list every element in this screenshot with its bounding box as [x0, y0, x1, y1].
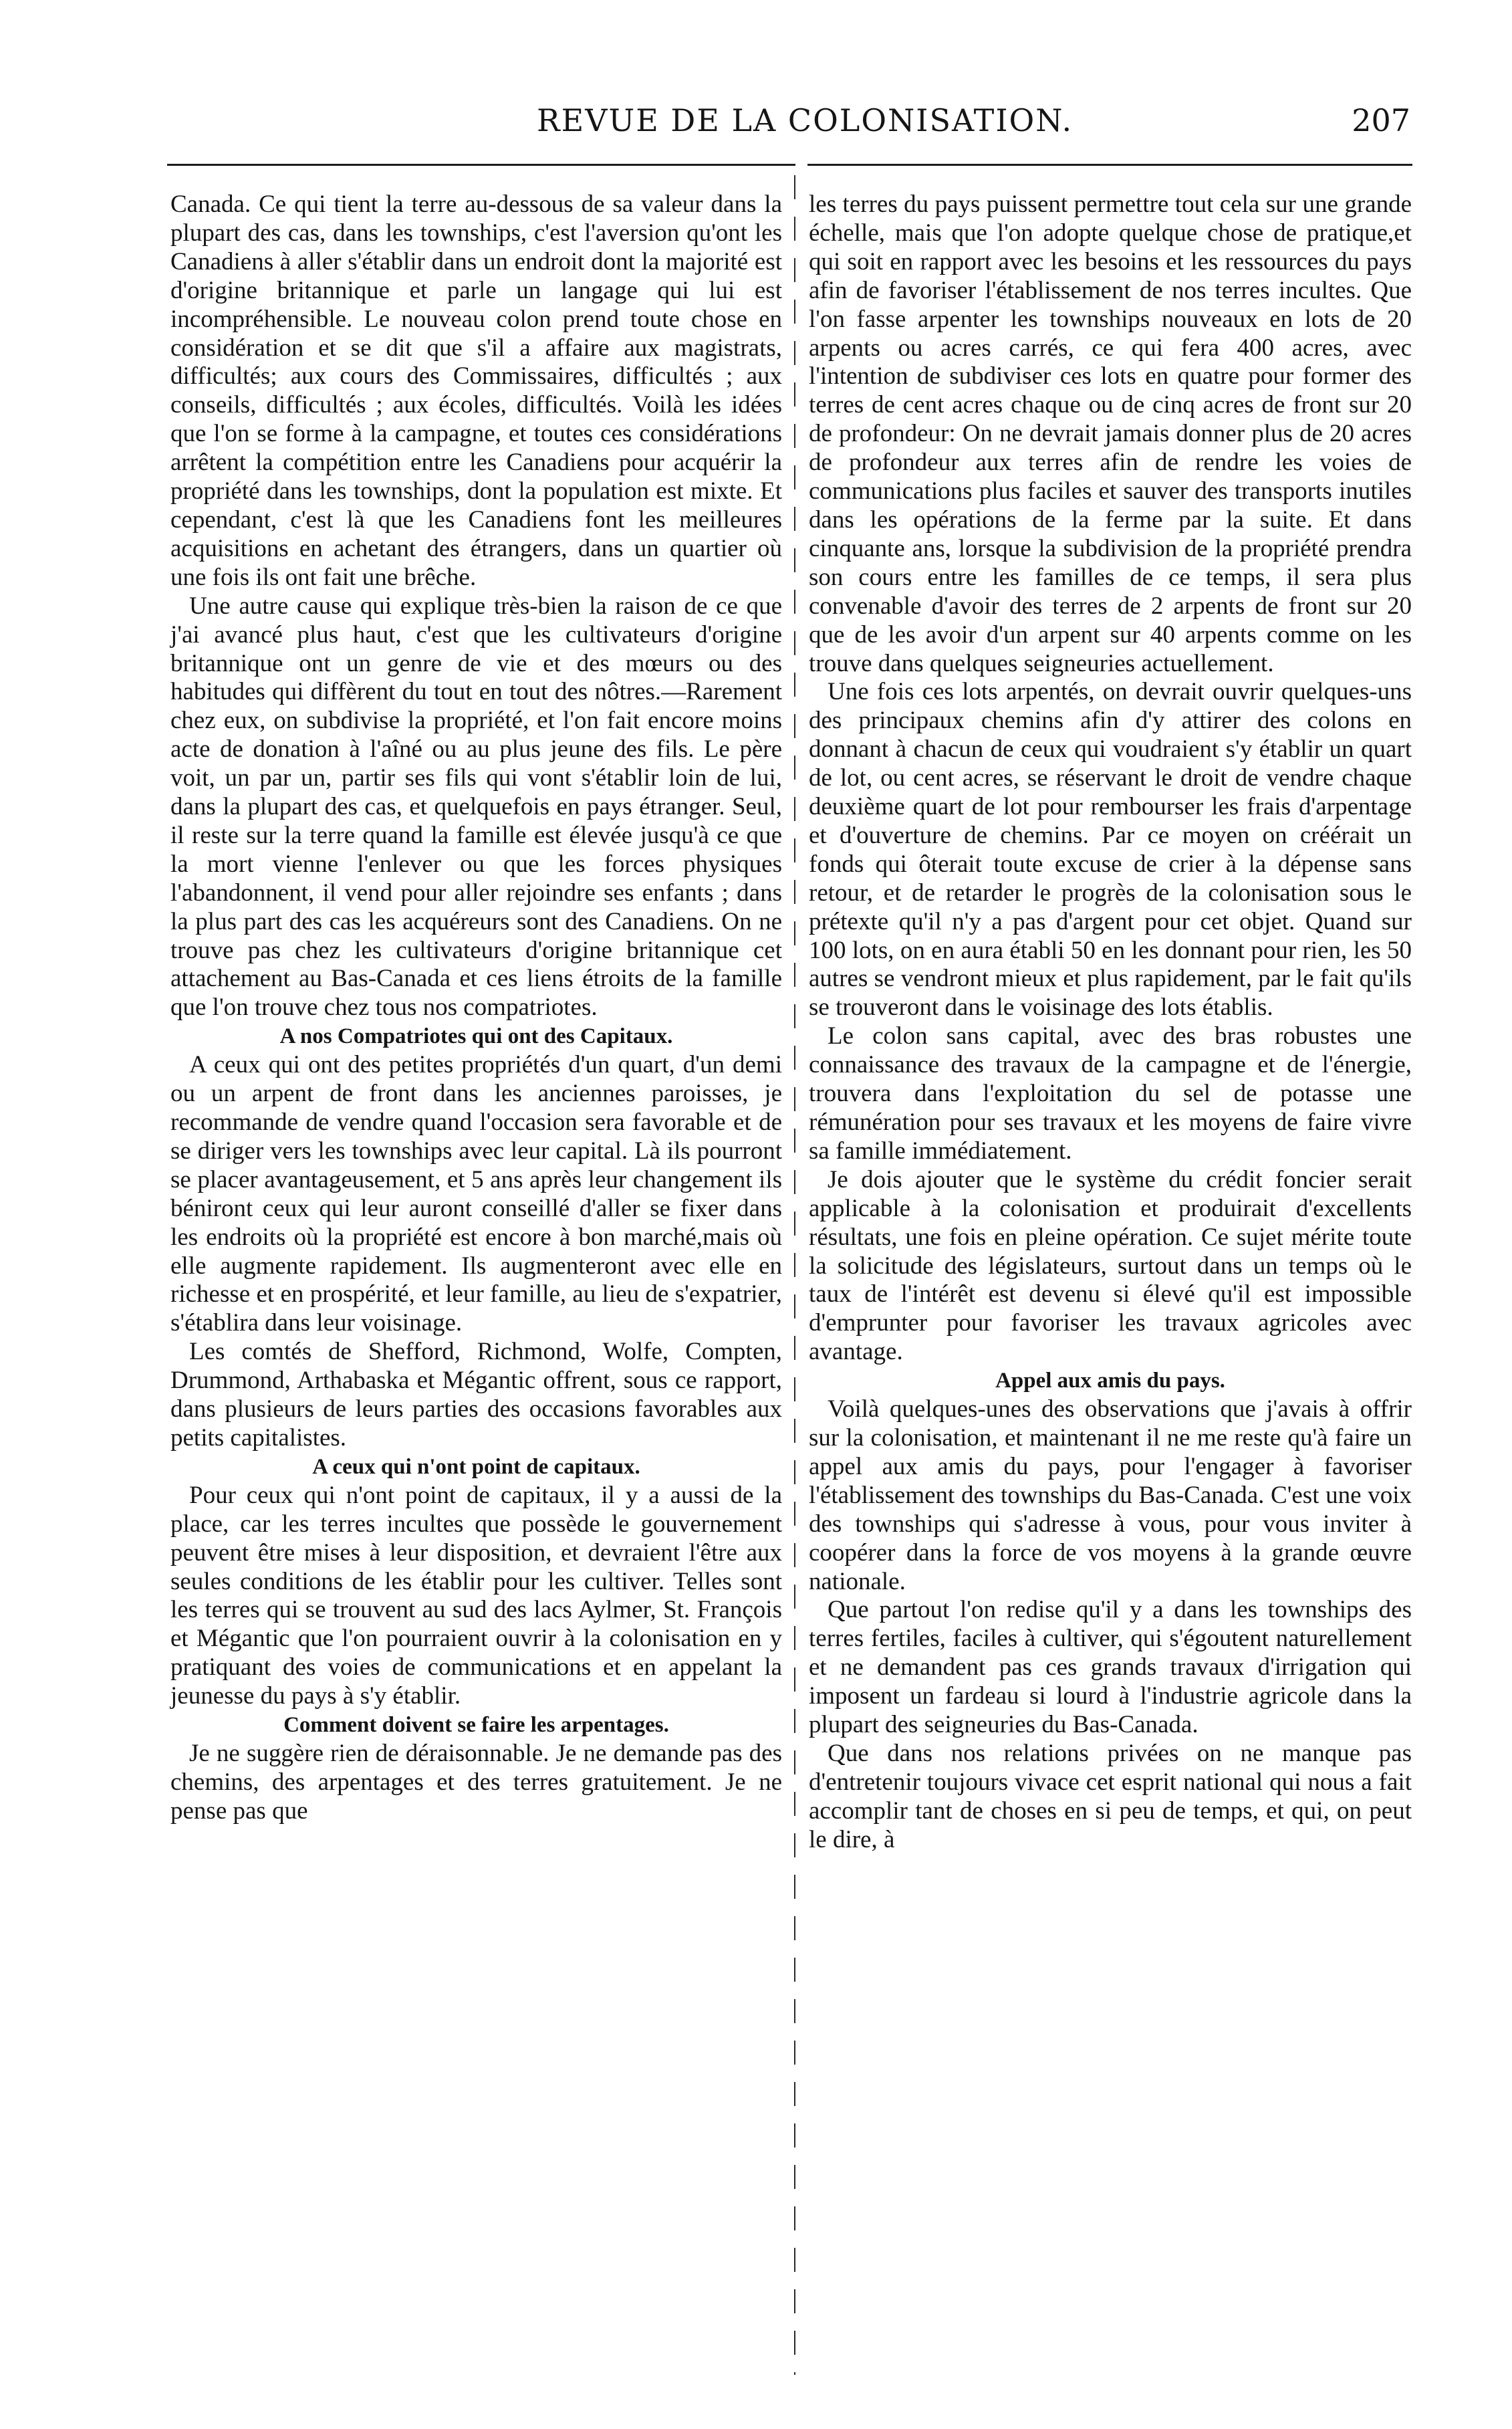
section-heading: Comment doivent se faire les arpentages. — [283, 1713, 669, 1738]
paragraph: Que dans nos relations privées on ne manque pas d'entretenir toujours vivace cet esprit national qui nous a fait accomplir tant de choses en si peu de temps, et qui, on peut le dire, à — [809, 1739, 1412, 1853]
paragraph: les terres du pays puissent permettre tout cela sur une grande échelle, mais que l'on adopte quelque chose de pratique,et qui soit en rapport avec les besoins et les ressources du pays afin de favoriser l'établissement de nos terres incultes. Que l'on fasse arpenter les townships nouveaux en lots de 20 arpents ou acres carrés, ce qui fera 400 acres, avec l'intention de subdiviser ces lots en quatre pour former des terres de cent acres chaque ou de cinq acres de front sur 20 de profondeur: On ne devrait jamais donner plus de 20 acres de profondeur aux terres afin de rendre les voies de communications plus faciles et sauver des transports inutiles dans les opérations de la ferme par la suite. Et dans cinquante ans, lorsque la subdivision de la propriété prendra son cours entre les familles de ce temps, il sera plus convenable d'avoir des terres de 2 arpents de front sur 20 que de les avoir d'un arpent sur 40 arpents comme on les trouve dans quelques seigneuries actuellement. — [809, 191, 1412, 677]
paragraph: Une autre cause qui explique très-bien la raison de ce que j'ai avancé plus haut, c'est que les cultivateurs d'origine britannique ont un genre de vie et des mœurs ou des habitudes qui diffèrent du tout en tout des nôtres.—Rarement chez eux, on subdivise la propriété, et l'on fait encore moins acte de donation à l'aîné ou au plus jeune des fils. Le père voit, un par un, partir ses fils qui vont s'établir loin de lui, dans la plupart des cas, et quelquefois en pays étranger. Seul, il reste sur la terre quand la famille est élevée jusqu'à ce que la mort vienne l'enlever ou que les forces physiques l'abandonnent, il vend pour aller rejoindre ses enfants ; dans la plus part des cas les acquéreurs sont des Canadiens. On ne trouve pas chez les cultivateurs d'origine britannique cet attachement au Bas-Canada et ces liens étroits de la famille que l'on trouve chez tous nos compatriotes. — [170, 592, 782, 1022]
section-heading: A ceux qui n'ont point de capitaux. — [312, 1454, 640, 1479]
paragraph: A ceux qui ont des petites propriétés d'un quart, d'un demi ou un arpent de front dans les anciennes paroisses, je recommande de vendre quand l'occasion sera favorable et de se diriger vers les townships avec leur capital. Là ils pourront se placer avantageusement, et 5 ans après leur changement ils béniront ceux qui leur auront conseillé d'aller se fixer dans les endroits où la propriété est encore à bon marché,mais où elle augmente rapidement. Ils augmenteront avec elle en richesse et en prospérité, et leur famille, au lieu de s'expatrier, s'établira dans leur voisinage. — [170, 1051, 782, 1337]
paragraph: Que partout l'on redise qu'il y a dans les townships des terres fertiles, faciles à cultiver, qui s'égoutent naturellement et ne demandent pas ces grands travaux d'irrigation qui imposent un fardeau si lourd à l'industrie agricole dans la plupart des seigneuries du Bas-Canada. — [809, 1596, 1412, 1739]
section-heading: Appel aux amis du pays. — [995, 1369, 1225, 1393]
paragraph: Voilà quelques-unes des observations que j'avais à offrir sur la colonisation, et maintenant il ne me reste qu'à faire un appel aux amis du pays, pour l'engager à favoriser l'établissement des townships du Bas-Canada. C'est une voix des townships qui s'adresse à vous, pour vous inviter à coopérer dans la force de vos moyens à la grande œuvre nationale. — [809, 1395, 1412, 1595]
section-heading: A nos Compatriotes qui ont des Capitaux. — [279, 1024, 673, 1049]
right-text-column — [809, 191, 1412, 1855]
paragraph: Pour ceux qui n'ont point de capitaux, il y a aussi de la place, car les terres incultes que possède le gouvernement peuvent être mises à leur disposition, et devraient l'être aux seules conditions de les établir pour les cultiver. Telles sont les terres qui se trouvent au sud des lacs Aylmer, St. François et Mégantic que l'on pourraient ouvrir à la colonisation en y pratiquant des voies de communications et en appelant la jeunesse du pays à s'y établir. — [170, 1481, 782, 1710]
left-text-column — [170, 191, 782, 1826]
page-number: 207 — [1352, 102, 1410, 138]
paragraph: Je dois ajouter que le système du crédit foncier serait applicable à la colonisation et produirait d'excellents résultats, une fois en pleine opération. Ce sujet mérite toute la solicitude des législateurs, surtout dans un temps où le taux de l'intérêt est devenu si élevé qu'il est impossible d'emprunter pour favoriser les travaux agricoles avec avantage. — [809, 1165, 1412, 1366]
paragraph: Je ne suggère rien de déraisonnable. Je ne demande pas des chemins, des arpentages et des terres gratuitement. Je ne pense pas que — [170, 1739, 782, 1825]
page-header — [170, 100, 1410, 154]
header-rule-right — [807, 164, 1412, 166]
running-title: REVUE DE LA COLONISATION. — [537, 102, 1074, 138]
paragraph: Une fois ces lots arpentés, on devrait ouvrir quelques-uns des principaux chemins afin d'y attirer des colons en donnant à chacun de ceux qui voudraient s'y établir un quart de lot, ou cent acres, se réservant le droit de vendre chaque deuxième quart de lot pour rembourser les frais d'arpentage et d'ouverture de chemins. Par ce moyen on créérait un fonds qui ôterait toute excuse de crier à la dépense sans retour, et de retarder le progrès de la colonisation sous le prétexte qu'il n'y a pas d'argent pour cet objet. Quand sur 100 lots, on en aura établi 50 en les donnant pour rien, les 50 autres se vendront mieux et plus rapidement, par le fait qu'ils se trouveront dans le voisinage des lots établis. — [809, 678, 1412, 1022]
paragraph: Canada. Ce qui tient la terre au-dessous de sa valeur dans la plupart des cas, dans les townships, c'est l'aversion qu'ont les Canadiens à aller s'établir dans un endroit dont la majorité est d'origine britannique et parle un langage qui lui est incompréhensible. Le nouveau colon prend toute chose en considération et se dit que s'il a affaire aux magistrats, difficultés; aux cours des Commissaires, difficultés ; aux conseils, difficultés ; aux écoles, difficultés. Voilà les idées que l'on se forme à la campagne, et toutes ces considérations arrêtent la compétition entre les Canadiens pour acquérir la propriété dans les townships, dont la population est mixte. Et cependant, c'est là que les Canadiens font les meilleures acquisitions en achetant des étrangers, dans un quartier où une fois ils ont fait une brêche. — [170, 191, 782, 591]
header-rule-left — [167, 164, 795, 166]
paragraph: Les comtés de Shefford, Richmond, Wolfe, Compten, Drummond, Arthabaska et Mégantic offrent, sous ce rapport, dans plusieurs de leurs parties des occasions favorables aux petits capitalistes. — [170, 1338, 782, 1452]
column-separator — [794, 175, 795, 2375]
paragraph: Le colon sans capital, avec des bras robustes une connaissance des travaux de la campagne et de l'énergie, trouvera dans l'exploitation du sel de potasse une rémunération pour ses travaux et les moyens de faire vivre sa famille immédiatement. — [809, 1022, 1412, 1165]
